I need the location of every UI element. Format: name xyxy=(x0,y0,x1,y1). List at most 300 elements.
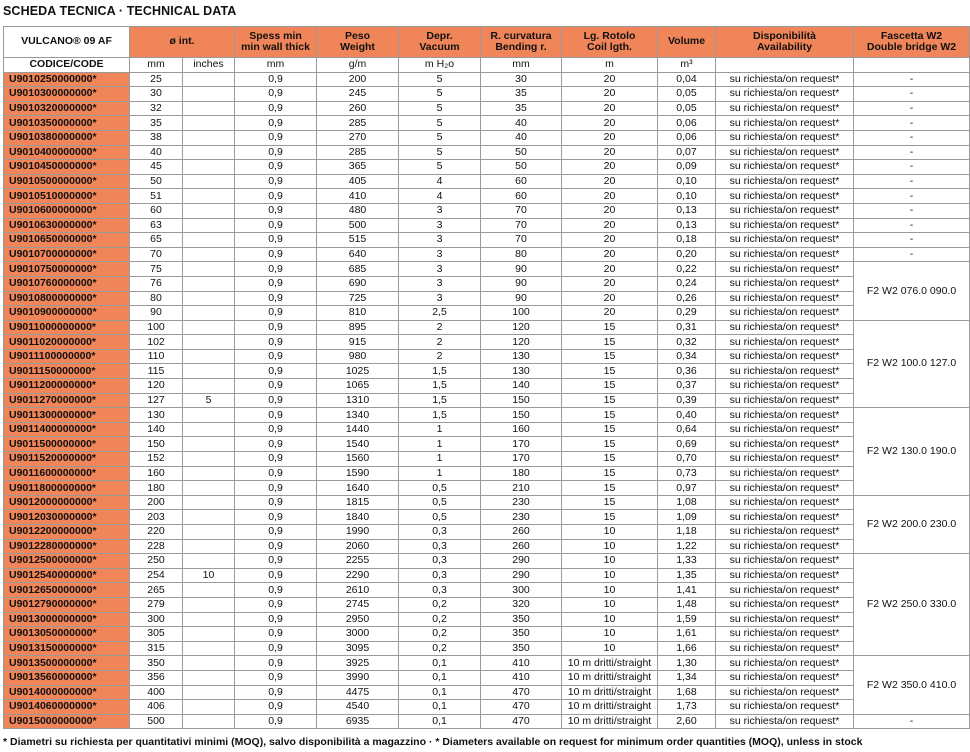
diameter-inches-cell xyxy=(183,276,235,291)
product-code-cell: U9010760000000* xyxy=(4,276,130,291)
bending-radius-cell: 60 xyxy=(481,174,562,189)
wall-thickness-cell: 0,9 xyxy=(235,685,317,700)
table-row xyxy=(4,116,970,131)
table-row xyxy=(4,700,970,715)
coil-length-cell: 20 xyxy=(562,233,658,248)
table-row xyxy=(4,422,970,437)
bending-radius-cell: 90 xyxy=(481,291,562,306)
diameter-inches-cell xyxy=(183,87,235,102)
table-row xyxy=(4,379,970,394)
unit-availability xyxy=(716,58,854,73)
header-row xyxy=(4,27,970,58)
diameter-inches-cell xyxy=(183,72,235,87)
table-row xyxy=(4,612,970,627)
volume-cell: 0,24 xyxy=(658,276,716,291)
table-row xyxy=(4,481,970,496)
coil-length-cell: 20 xyxy=(562,218,658,233)
wall-thickness-cell: 0,9 xyxy=(235,174,317,189)
weight-cell: 1990 xyxy=(317,525,399,540)
diameter-mm-cell: 130 xyxy=(130,408,183,423)
coil-length-cell: 20 xyxy=(562,72,658,87)
weight-cell: 1440 xyxy=(317,422,399,437)
vacuum-header: Depr. Vacuum xyxy=(399,27,481,58)
coil-length-cell: 20 xyxy=(562,189,658,204)
product-name-header: VULCANO® 09 AF xyxy=(4,27,130,58)
diameter-mm-cell: 110 xyxy=(130,349,183,364)
vacuum-cell: 1,5 xyxy=(399,408,481,423)
product-code-cell: U9010900000000* xyxy=(4,306,130,321)
availability-cell: su richiesta/on request* xyxy=(716,685,854,700)
vacuum-cell: 5 xyxy=(399,87,481,102)
unit-mm: mm xyxy=(130,58,183,73)
vacuum-cell: 4 xyxy=(399,189,481,204)
wall-thickness-cell: 0,9 xyxy=(235,379,317,394)
wall-thickness-cell: 0,9 xyxy=(235,349,317,364)
weight-cell: 725 xyxy=(317,291,399,306)
availability-cell: su richiesta/on request* xyxy=(716,233,854,248)
weight-cell: 200 xyxy=(317,72,399,87)
product-code-cell: U9011600000000* xyxy=(4,466,130,481)
table-row xyxy=(4,174,970,189)
volume-cell: 1,48 xyxy=(658,597,716,612)
vacuum-cell: 0,1 xyxy=(399,685,481,700)
bending-radius-cell: 70 xyxy=(481,233,562,248)
volume-cell: 1,68 xyxy=(658,685,716,700)
diameter-mm-cell: 115 xyxy=(130,364,183,379)
bending-radius-cell: 120 xyxy=(481,320,562,335)
diameter-mm-cell: 406 xyxy=(130,700,183,715)
product-code-cell: U9010500000000* xyxy=(4,174,130,189)
diameter-inches-cell xyxy=(183,452,235,467)
coil-length-cell: 10 xyxy=(562,641,658,656)
diameter-mm-cell: 265 xyxy=(130,583,183,598)
product-code-cell: U9011500000000* xyxy=(4,437,130,452)
weight-cell: 245 xyxy=(317,87,399,102)
volume-cell: 0,13 xyxy=(658,218,716,233)
vacuum-cell: 2 xyxy=(399,349,481,364)
vacuum-cell: 5 xyxy=(399,130,481,145)
bending-radius-cell: 50 xyxy=(481,160,562,175)
bending-radius-cell: 320 xyxy=(481,597,562,612)
bending-radius-cell: 350 xyxy=(481,627,562,642)
bending-radius-cell: 40 xyxy=(481,116,562,131)
code-column-header: CODICE/CODE xyxy=(4,58,130,73)
bending-radius-cell: 230 xyxy=(481,510,562,525)
vacuum-cell: 5 xyxy=(399,72,481,87)
vacuum-cell: 2,5 xyxy=(399,306,481,321)
volume-cell: 1,30 xyxy=(658,656,716,671)
availability-cell: su richiesta/on request* xyxy=(716,174,854,189)
table-row xyxy=(4,130,970,145)
availability-cell: su richiesta/on request* xyxy=(716,335,854,350)
diameter-mm-cell: 152 xyxy=(130,452,183,467)
product-code-cell: U9010600000000* xyxy=(4,203,130,218)
availability-cell: su richiesta/on request* xyxy=(716,349,854,364)
product-code-cell: U9011150000000* xyxy=(4,364,130,379)
vacuum-cell: 0,1 xyxy=(399,656,481,671)
vacuum-cell: 0,5 xyxy=(399,495,481,510)
diameter-mm-cell: 150 xyxy=(130,437,183,452)
availability-cell: su richiesta/on request* xyxy=(716,525,854,540)
unit-bend: mm xyxy=(481,58,562,73)
double-bridge-cell: - xyxy=(854,145,970,160)
table-row xyxy=(4,597,970,612)
coil-length-cell: 10 xyxy=(562,597,658,612)
product-code-cell: U9013560000000* xyxy=(4,670,130,685)
vacuum-cell: 3 xyxy=(399,247,481,262)
diameter-inches-cell xyxy=(183,320,235,335)
weight-cell: 285 xyxy=(317,145,399,160)
diameter-mm-cell: 45 xyxy=(130,160,183,175)
wall-thickness-cell: 0,9 xyxy=(235,72,317,87)
table-row xyxy=(4,437,970,452)
table-row xyxy=(4,291,970,306)
table-row xyxy=(4,262,970,277)
wall-thickness-cell: 0,9 xyxy=(235,597,317,612)
weight-cell: 690 xyxy=(317,276,399,291)
vacuum-cell: 0,2 xyxy=(399,627,481,642)
diameter-mm-cell: 65 xyxy=(130,233,183,248)
volume-cell: 1,08 xyxy=(658,495,716,510)
coil-length-cell: 10 xyxy=(562,627,658,642)
wall-thickness-cell: 0,9 xyxy=(235,437,317,452)
availability-cell: su richiesta/on request* xyxy=(716,554,854,569)
bending-radius-cell: 50 xyxy=(481,145,562,160)
table-row xyxy=(4,306,970,321)
weight-cell: 685 xyxy=(317,262,399,277)
wall-thickness-cell: 0,9 xyxy=(235,218,317,233)
availability-cell: su richiesta/on request* xyxy=(716,408,854,423)
diameter-inches-cell xyxy=(183,685,235,700)
coil-length-cell: 10 xyxy=(562,554,658,569)
coil-length-cell: 20 xyxy=(562,130,658,145)
diameter-inches-cell xyxy=(183,335,235,350)
diameter-inches-cell xyxy=(183,539,235,554)
diameter-inches-cell xyxy=(183,408,235,423)
table-row xyxy=(4,554,970,569)
diameter-mm-cell: 200 xyxy=(130,495,183,510)
vacuum-cell: 0,2 xyxy=(399,612,481,627)
coil-length-cell: 10 m dritti/straight xyxy=(562,670,658,685)
diameter-mm-cell: 203 xyxy=(130,510,183,525)
table-row xyxy=(4,495,970,510)
vacuum-cell: 2 xyxy=(399,320,481,335)
wall-thickness-cell: 0,9 xyxy=(235,87,317,102)
diameter-mm-cell: 70 xyxy=(130,247,183,262)
table-row xyxy=(4,510,970,525)
diameter-inches-cell xyxy=(183,714,235,729)
table-row xyxy=(4,145,970,160)
wall-thickness-cell: 0,9 xyxy=(235,116,317,131)
diameter-mm-cell: 250 xyxy=(130,554,183,569)
diameter-inches-cell xyxy=(183,101,235,116)
vacuum-cell: 0,3 xyxy=(399,583,481,598)
coil-length-cell: 15 xyxy=(562,510,658,525)
vacuum-cell: 1 xyxy=(399,466,481,481)
coil-length-cell: 20 xyxy=(562,87,658,102)
coil-length-cell: 15 xyxy=(562,349,658,364)
wall-thickness-cell: 0,9 xyxy=(235,525,317,540)
coil-length-cell: 10 xyxy=(562,612,658,627)
diameter-mm-cell: 35 xyxy=(130,116,183,131)
bending-radius-cell: 260 xyxy=(481,539,562,554)
coil-length-cell: 10 xyxy=(562,525,658,540)
volume-cell: 1,33 xyxy=(658,554,716,569)
weight-cell: 1840 xyxy=(317,510,399,525)
diameter-inches-cell xyxy=(183,174,235,189)
volume-cell: 2,60 xyxy=(658,714,716,729)
volume-cell: 0,36 xyxy=(658,364,716,379)
weight-cell: 1590 xyxy=(317,466,399,481)
volume-cell: 0,18 xyxy=(658,233,716,248)
product-code-cell: U9011520000000* xyxy=(4,452,130,467)
coil-length-cell: 20 xyxy=(562,145,658,160)
volume-cell: 0,06 xyxy=(658,130,716,145)
availability-cell: su richiesta/on request* xyxy=(716,291,854,306)
wall-thickness-cell: 0,9 xyxy=(235,189,317,204)
weight-cell: 365 xyxy=(317,160,399,175)
diameter-inches-cell xyxy=(183,189,235,204)
availability-cell: su richiesta/on request* xyxy=(716,145,854,160)
vacuum-cell: 3 xyxy=(399,233,481,248)
availability-cell: su richiesta/on request* xyxy=(716,714,854,729)
product-code-cell: U9011270000000* xyxy=(4,393,130,408)
volume-cell: 0,06 xyxy=(658,116,716,131)
table-row xyxy=(4,641,970,656)
weight-cell: 1560 xyxy=(317,452,399,467)
wall-thickness-cell: 0,9 xyxy=(235,130,317,145)
availability-cell: su richiesta/on request* xyxy=(716,437,854,452)
volume-cell: 1,41 xyxy=(658,583,716,598)
bending-radius-cell: 350 xyxy=(481,612,562,627)
bending-radius-cell: 70 xyxy=(481,218,562,233)
table-row xyxy=(4,568,970,583)
wall-thickness-cell: 0,9 xyxy=(235,670,317,685)
diameter-mm-cell: 120 xyxy=(130,379,183,394)
diameter-mm-cell: 356 xyxy=(130,670,183,685)
double-bridge-cell: - xyxy=(854,189,970,204)
product-code-cell: U9010250000000* xyxy=(4,72,130,87)
vacuum-cell: 0,3 xyxy=(399,554,481,569)
availability-cell: su richiesta/on request* xyxy=(716,393,854,408)
volume-cell: 0,31 xyxy=(658,320,716,335)
diameter-mm-cell: 254 xyxy=(130,568,183,583)
bending-radius-cell: 90 xyxy=(481,276,562,291)
diameter-inches-cell xyxy=(183,218,235,233)
vacuum-cell: 3 xyxy=(399,218,481,233)
diameter-inches-cell xyxy=(183,466,235,481)
product-code-cell: U9011020000000* xyxy=(4,335,130,350)
vacuum-cell: 5 xyxy=(399,160,481,175)
product-code-cell: U9014000000000* xyxy=(4,685,130,700)
diameter-mm-cell: 60 xyxy=(130,203,183,218)
bending-radius-cell: 35 xyxy=(481,87,562,102)
bending-radius-cell: 170 xyxy=(481,437,562,452)
diameter-mm-cell: 25 xyxy=(130,72,183,87)
product-code-cell: U9012650000000* xyxy=(4,583,130,598)
diameter-mm-cell: 400 xyxy=(130,685,183,700)
volume-header: Volume xyxy=(658,27,716,58)
wall-thickness-cell: 0,9 xyxy=(235,481,317,496)
availability-cell: su richiesta/on request* xyxy=(716,203,854,218)
bending-radius-cell: 300 xyxy=(481,583,562,598)
bending-radius-cell: 70 xyxy=(481,203,562,218)
vacuum-cell: 0,1 xyxy=(399,714,481,729)
wall-thickness-cell: 0,9 xyxy=(235,160,317,175)
volume-cell: 0,70 xyxy=(658,452,716,467)
diameter-inches-cell xyxy=(183,379,235,394)
table-row xyxy=(4,160,970,175)
product-code-cell: U9010380000000* xyxy=(4,130,130,145)
volume-cell: 0,05 xyxy=(658,87,716,102)
weight-cell: 270 xyxy=(317,130,399,145)
vacuum-cell: 5 xyxy=(399,101,481,116)
wall-thickness-cell: 0,9 xyxy=(235,700,317,715)
volume-cell: 0,37 xyxy=(658,379,716,394)
diameter-mm-cell: 160 xyxy=(130,466,183,481)
double-bridge-cell: - xyxy=(854,174,970,189)
volume-cell: 0,69 xyxy=(658,437,716,452)
vacuum-cell: 0,2 xyxy=(399,597,481,612)
diameter-inches-cell xyxy=(183,422,235,437)
coil-length-cell: 20 xyxy=(562,247,658,262)
diameter-inches-cell xyxy=(183,495,235,510)
diameter-inches-cell xyxy=(183,160,235,175)
bending-radius-cell: 60 xyxy=(481,189,562,204)
wall-thickness-cell: 0,9 xyxy=(235,291,317,306)
diameter-mm-cell: 350 xyxy=(130,656,183,671)
diameter-mm-cell: 500 xyxy=(130,714,183,729)
bending-radius-cell: 290 xyxy=(481,554,562,569)
weight-cell: 500 xyxy=(317,218,399,233)
diameter-mm-cell: 50 xyxy=(130,174,183,189)
diameter-mm-cell: 180 xyxy=(130,481,183,496)
coil-length-cell: 15 xyxy=(562,320,658,335)
product-code-cell: U9012000000000* xyxy=(4,495,130,510)
wall-thickness-cell: 0,9 xyxy=(235,233,317,248)
availability-cell: su richiesta/on request* xyxy=(716,583,854,598)
coil-length-cell: 15 xyxy=(562,437,658,452)
bending-radius-cell: 150 xyxy=(481,408,562,423)
diameter-inches-cell xyxy=(183,700,235,715)
vacuum-cell: 3 xyxy=(399,203,481,218)
double-bridge-cell: F2 W2 250.0 330.0 xyxy=(854,554,970,656)
product-code-cell: U9010300000000* xyxy=(4,87,130,102)
weight-cell: 4540 xyxy=(317,700,399,715)
diameter-inches-cell xyxy=(183,437,235,452)
availability-cell: su richiesta/on request* xyxy=(716,452,854,467)
product-code-cell: U9012200000000* xyxy=(4,525,130,540)
wall-thickness-header: Spess min min wall thick xyxy=(235,27,317,58)
double-bridge-cell: - xyxy=(854,72,970,87)
weight-cell: 2745 xyxy=(317,597,399,612)
product-code-cell: U9011300000000* xyxy=(4,408,130,423)
coil-length-cell: 20 xyxy=(562,203,658,218)
technical-data-table xyxy=(3,26,970,729)
diameter-inches-cell xyxy=(183,510,235,525)
product-code-cell: U9011400000000* xyxy=(4,422,130,437)
double-bridge-cell: - xyxy=(854,130,970,145)
availability-cell: su richiesta/on request* xyxy=(716,627,854,642)
weight-cell: 1065 xyxy=(317,379,399,394)
wall-thickness-cell: 0,9 xyxy=(235,145,317,160)
wall-thickness-cell: 0,9 xyxy=(235,422,317,437)
volume-cell: 0,40 xyxy=(658,408,716,423)
bending-radius-cell: 470 xyxy=(481,714,562,729)
vacuum-cell: 1 xyxy=(399,437,481,452)
vacuum-cell: 1,5 xyxy=(399,364,481,379)
weight-cell: 2950 xyxy=(317,612,399,627)
availability-cell: su richiesta/on request* xyxy=(716,130,854,145)
diameter-inches-cell xyxy=(183,656,235,671)
unit-w2 xyxy=(854,58,970,73)
vacuum-cell: 0,3 xyxy=(399,568,481,583)
vacuum-cell: 1,5 xyxy=(399,379,481,394)
table-row xyxy=(4,714,970,729)
diameter-mm-cell: 140 xyxy=(130,422,183,437)
double-bridge-cell: F2 W2 076.0 090.0 xyxy=(854,262,970,320)
wall-thickness-cell: 0,9 xyxy=(235,101,317,116)
availability-cell: su richiesta/on request* xyxy=(716,218,854,233)
weight-cell: 1310 xyxy=(317,393,399,408)
table-row xyxy=(4,335,970,350)
product-code-cell: U9012280000000* xyxy=(4,539,130,554)
table-row xyxy=(4,656,970,671)
table-row xyxy=(4,233,970,248)
weight-cell: 1640 xyxy=(317,481,399,496)
diameter-mm-cell: 300 xyxy=(130,612,183,627)
wall-thickness-cell: 0,9 xyxy=(235,452,317,467)
wall-thickness-cell: 0,9 xyxy=(235,276,317,291)
double-bridge-cell: - xyxy=(854,203,970,218)
bending-radius-cell: 210 xyxy=(481,481,562,496)
diameter-inches-cell xyxy=(183,481,235,496)
availability-cell: su richiesta/on request* xyxy=(716,379,854,394)
diameter-mm-cell: 102 xyxy=(130,335,183,350)
wall-thickness-cell: 0,9 xyxy=(235,656,317,671)
diameter-mm-cell: 51 xyxy=(130,189,183,204)
vacuum-cell: 5 xyxy=(399,116,481,131)
table-row xyxy=(4,101,970,116)
wall-thickness-cell: 0,9 xyxy=(235,539,317,554)
weight-cell: 3000 xyxy=(317,627,399,642)
vacuum-cell: 1 xyxy=(399,452,481,467)
unit-volume: m³ xyxy=(658,58,716,73)
availability-cell: su richiesta/on request* xyxy=(716,568,854,583)
availability-cell: su richiesta/on request* xyxy=(716,116,854,131)
wall-thickness-cell: 0,9 xyxy=(235,466,317,481)
wall-thickness-cell: 0,9 xyxy=(235,641,317,656)
vacuum-cell: 3 xyxy=(399,291,481,306)
volume-cell: 0,39 xyxy=(658,393,716,408)
vacuum-cell: 0,3 xyxy=(399,539,481,554)
coil-length-cell: 10 xyxy=(562,583,658,598)
vacuum-cell: 1,5 xyxy=(399,393,481,408)
weight-cell: 1025 xyxy=(317,364,399,379)
diameter-inches-cell xyxy=(183,641,235,656)
product-code-cell: U9011200000000* xyxy=(4,379,130,394)
weight-cell: 285 xyxy=(317,116,399,131)
volume-cell: 0,22 xyxy=(658,262,716,277)
table-row xyxy=(4,466,970,481)
coil-length-cell: 15 xyxy=(562,379,658,394)
volume-cell: 1,73 xyxy=(658,700,716,715)
volume-cell: 0,26 xyxy=(658,291,716,306)
vacuum-cell: 0,3 xyxy=(399,525,481,540)
bending-radius-cell: 170 xyxy=(481,452,562,467)
volume-cell: 0,09 xyxy=(658,160,716,175)
bending-radius-cell: 470 xyxy=(481,685,562,700)
